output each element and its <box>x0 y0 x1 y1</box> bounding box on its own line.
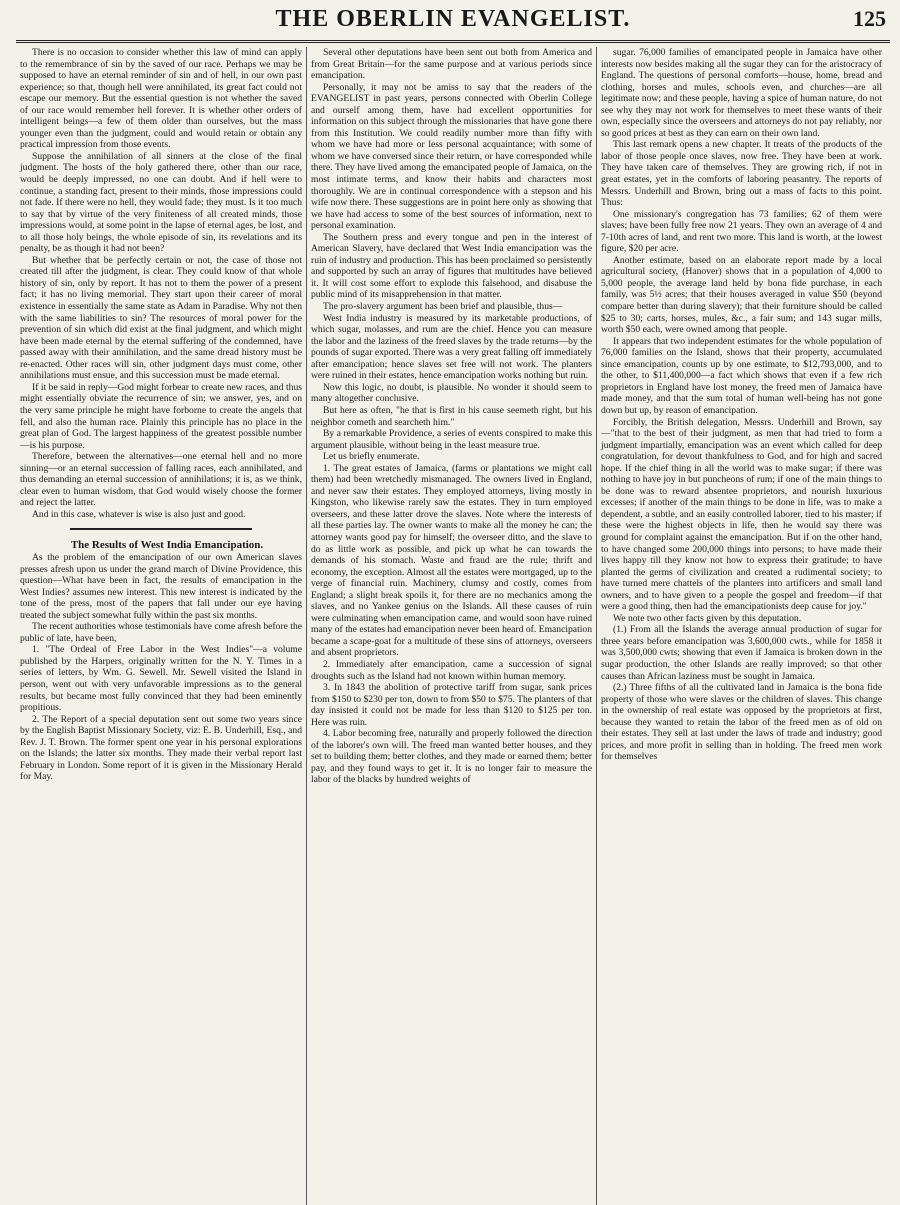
col3-text <box>601 47 882 763</box>
paragraph: One missionary's congregation has 73 families; 62 of them were slaves; have been fully free now 21 years. They own an average of 4 and 7-10th acres of land, and rent two more. This land is worth, at the lowest figure, $20 per acre. <box>601 208 882 255</box>
paragraph: The pro-slavery argument has been brief and plausible, thus— <box>323 301 563 313</box>
paragraph: We note two other facts given by this deputation. <box>613 612 802 624</box>
paragraph: (2.) Three fifths of all the cultivated land in Jamaica is the bona fide property of those who were slaves or the children of slaves. This change in the ownership of real estate was opposed by the proprietors at first, because they wanted to retain the labor of the freed men as of old on their estates. They sell at last under the laws of trade and industry; good prices, and more profit in selling than in holding. The freed men work for themselves <box>601 682 882 763</box>
paragraph: (1.) From all the Islands the average annual production of sugar for three years before emancipation was 3,600,000 cwts., while for 1858 it was 3,500,000 cwts; showing that even if Jamaica is broken down in the sugar production, the other Islands are really improved; so that other causes than African laziness must be sought in Jamaica. <box>601 624 882 682</box>
paragraph: 3. In 1843 the abolition of protective tariff from sugar, sank prices from $150 to $230 per ton, down to from $50 to $75. The planters of that day insisted it could not be made for less than $120 to $125 per ton. Here was ruin. <box>311 682 592 728</box>
paragraph: There is no occasion to consider whether this law of mind can apply to the remembrance of sin by the saved of our race. Perhaps we may be supposed to have an eternal reminder of sin and of hell, in our own past experience; so that, though hell were annihilated, its great fact could not escape our memory. But the essential question is not whether the saved of our race would remember hell forever. It is whether other orders of intelligent beings—a few of them older than ourselves, but the mass younger even than the judgment, could and would retain or obtain any practical impression from those events. <box>20 47 302 151</box>
col2-text <box>311 47 592 786</box>
paragraph: Another estimate, based on an elaborate report made by a local agricultural society, (Hanover) shows that in a population of 4,000 to 5,000 people, the average land held by bona fide purchase, in each family, was 5½ acres; that their houses averaged in value $50 (beyond compare better than during slavery); that their furniture should be called $25 to 30; carts, horses, mules, &c., a fair sum; and 143 sugar mills, worth $50 each, were owned among that people. <box>601 254 882 336</box>
col1-bottom-text <box>20 552 302 783</box>
paragraph: But whether that be perfectly certain or not, the case of those not created till after the judgment, is clear. They could know of that whole history of sin, only by report. It has not to them the power of a present fact; it has no living memorial. They start upon their career of moral existence in essentially the same state as Adam in Paradise. Why not then with the same liabilities to sin? The resources of moral power for the prevention of sin which did exist at the final judgment, and which might have been made eternal by the eternal suffering of the condemned, have passed away with their annihilation, and the same dread history must be re-enacted. Other races will sin, other judgment days must come, other annihilations must ensue, and this succession must be made eternal. <box>20 254 302 382</box>
paragraph: It appears that two independent estimates for the whole population of 76,000 families on the Island, shows that their property, accumulated since emancipation, counts up by one estimate, to $12,793,000, and to the other, to $11,400,000—a fact which shows that even if a few rich proprietors in England have lost money, the freed men of Jamaica have made money, and that the sum total of human well-being has not gone down but up, by reason of emancipation. <box>601 335 882 416</box>
columns <box>16 47 890 1205</box>
paragraph: But here as often, "he that is first in his cause seemeth right, but his neighbor cometh and searcheth him." <box>311 404 592 428</box>
paragraph: The Southern press and every tongue and pen in the interest of American Slavery, have declared that West India emancipation was the ruin of industry and production. This has been proclaimed so persistently and supported by such an array of figures that multitudes have believed it. It will cost some effort to explode this falsehood, and disabuse the public mind of its misapprehension in that matter. <box>311 231 592 301</box>
paragraph: West India industry is measured by its marketable productions, of which sugar, molasses, and rum are the chief. Hence you can measure the labor and the laziness of the freed slaves by the trade returns—by the pounds of sugar exported. There was a very great falling off immediately after emancipation; hence slaves set free will not work. The planters were ruined in their estates, hence emancipation works nothing but ruin. <box>311 312 592 382</box>
column-1 <box>16 47 306 1205</box>
paragraph: Now this logic, no doubt, is plausible. No wonder it should seem to many altogether conclusive. <box>311 381 592 405</box>
page-number: 125 <box>853 6 886 31</box>
newspaper-title: THE OBERLIN EVANGELIST. <box>275 6 631 32</box>
paragraph: And in this case, whatever is wise is also just and good. <box>32 508 246 520</box>
paragraph: 1. "The Ordeal of Free Labor in the West Indies"—a volume published by the Harpers, originally written for the N. Y. Times in a series of letters, by Wm. G. Sewell. Mr. Sewell visited the Island in person, went out with very unfavorable impressions as to the general results, but became most fully convinced that they had been eminently propitious. <box>20 644 302 714</box>
article-separator <box>70 528 252 530</box>
paragraph: Let us briefly enumerate. <box>323 451 420 463</box>
paragraph: Forcibly, the British delegation, Messrs. Underhill and Brown, say—"that to the best of their judgment, as men that had tried to form a judgment impartially, emancipation was an event which called for deep congratulation, for devout thankfulness to God, and for high and sacred hope. If the chief thing in all the world was to make sugar; if there was nothing to have joy in but puncheons of rum; if one of the main things to be done was to reward absentee proprietors, and nourish luxurious excesses; if another of the main things to be done in life, was to make a dependent, a subtle, and an easily controlled laborer, tied to his master; if these were the highest objects in life, then he would say there was ground for complaint against the emancipation. But if on the other hand, to have changed some 200,000 things into persons; to have made their lives happy till they know not how to express their gratitude; to have planted the germs of civilization and created a rudimental society; to have turned mere chattels of the planters into artificers and small land owners, and to have given to a people the gospel and freedom—if that were a good thing, then had the emancipationists deep cause for joy." <box>601 416 882 613</box>
paragraph: 2. Immediately after emancipation, came a succession of signal droughts such as the Island had not known within human memory. <box>311 658 592 682</box>
paragraph: 1. The great estates of Jamaica, (farms or plantations we might call them) had been wretchedly mismanaged. The owners lived in England, and never saw their estates. They employed attorneys, living mostly in Kingston, who likewise rarely saw the estates. They in turn employed overseers, and these latter drove the slaves. Note where the interests of all these parties lay. The owner wants to make all the money he can; the attorney wants good pay for himself; the overseer ditto, and the slave to do as little work as possible, and pick up what he can towards the demands of his stomach. Waste and fraud are the rule; thrift and economy, the exception. Almost all the estates were mortgaged, up to the verge of financial ruin. Machinery, clumsy and costly, comes from England; a slight break spoils it, for there are no mechanics among the slaves, and no Yankee genius on the Islands. All these causes of ruin were culminating when emancipation came, and would soon have ruined many of the estates had emancipation never been heard of. Emancipation became a scape-goat for a multitude of these sins of attorneys, overseers and absent proprietors. <box>311 462 592 659</box>
article-heading: The Results of West India Emancipation. <box>70 539 264 552</box>
masthead <box>16 0 890 43</box>
paragraph: As the problem of the emancipation of our own American slaves presses afresh upon us under the grand march of Divine Providence, this question—What have been in fact, the results of emancipation in the West Indies? assumes new interest. This new interest is indicated by the tone of the press, most of the papers that fall under our eye having treated the subject somewhat fully within the past six months. <box>20 551 302 621</box>
paragraph: Several other deputations have been sent out both from America and from Great Britain—for the same purpose and at various periods since emancipation. <box>311 47 592 82</box>
paragraph: Suppose the annihilation of all sinners at the close of the final judgment. The hosts of the holy gathered there, other than our race, would be deeply impressed, no one can doubt. And if hell were to continue, a standing fact, present to their minds, those impressions could not fade. If there were no hell, they would fade; they must. Is it too much to say that by virtue of the very finiteness of all created minds, those impressions would, at some point in the lapse of eternal ages, be lost, and to all those holy beings, the whole episode of sin, its revelations and its penalty, be as though it had not been? <box>20 150 302 255</box>
paragraph: sugar. 76,000 families of emancipated people in Jamaica have other interests now besides making all the sugar they can for the aristocracy of England. The questions of personal comforts—house, home, bread and clothing, horses and mules, schools even, and churches—are all legitimate now; and these people, having a spice of human nature, do not see why they may not work for themselves to meet these wants of their own, especially since the overseers and attorneys do not pay reliably, nor so good prices at best as they can earn on their own land. <box>601 47 882 139</box>
paragraph: Therefore, between the alternatives—one eternal hell and no more sinning—or an eternal succession of falling races, each annihilated, and thus demanding an eternal succession of annihilations; it is, as we think, clear even to human wisdom, that God would wisely choose the former and reject the latter. <box>20 451 302 509</box>
paragraph: Personally, it may not be amiss to say that the readers of the EVANGELIST in past years, persons connected with Oberlin College and ourself among them, have had excellent opportunities for information on this subject through the missionaries that have gone there from this Institution. We could readily number more than fifty with whom we have had more or less personal acquaintance; with some of whom we have conversed since their return, or have corresponded while there. They have lived among the emancipated people of Jamaica, on the most intimate terms, and know their habits and characters most thoroughly. We are in continual correspondence with a stepson and his wife now there. These suggestions are in point here only as showing that we have had access to some of the best sources of information, next to personal examination. <box>311 81 592 232</box>
paragraph: 2. The Report of a special deputation sent out some two years since by the English Baptist Missionary Society, viz: E. B. Underhill, Esq., and Rev. J. T. Brown. The former spent one year in his personal explorations on the Islands; the latter six months. They made their verbal report last February in London. Some report of it is given in the Missionary Herald for May. <box>20 713 302 783</box>
paragraph: 4. Labor becoming free, naturally and properly followed the direction of the laborer's own will. The freed man wanted better houses, and they set to building them; better clothes, and they made or earned them; better pay, and they found ways to get it. It is no longer fair to measure the labor of the blacks by hundred weights of <box>311 728 592 786</box>
column-3 <box>596 47 886 1205</box>
col1-top-text <box>20 47 302 520</box>
paragraph: By a remarkable Providence, a series of events conspired to make this argument plausible, without being in the least measure true. <box>311 428 592 451</box>
column-2 <box>306 47 596 1205</box>
paragraph: This last remark opens a new chapter. It treats of the products of the labor of those people once slaves, now free. They have been at work. They have taken care of themselves. They are growing rich, if not in great estates, yet in the comforts of laboring peasantry. The reports of Messrs. Underhill and Brown, bring out a mass of facts to this point. Thus: <box>601 139 882 209</box>
paragraph: If it be said in reply—God might forbear to create new races, and thus might essentially obviate the recurrence of sin; we answer, yes, and on the very same principle he might have forborne to create the angels that fell, and also the human race. Plainly this principle has no place in the great plan of God. The largest happiness of the greatest possible number—is his purpose. <box>20 381 302 451</box>
paragraph: The recent authorities whose testimonials have come afresh before the public of late, have been, <box>20 621 302 644</box>
